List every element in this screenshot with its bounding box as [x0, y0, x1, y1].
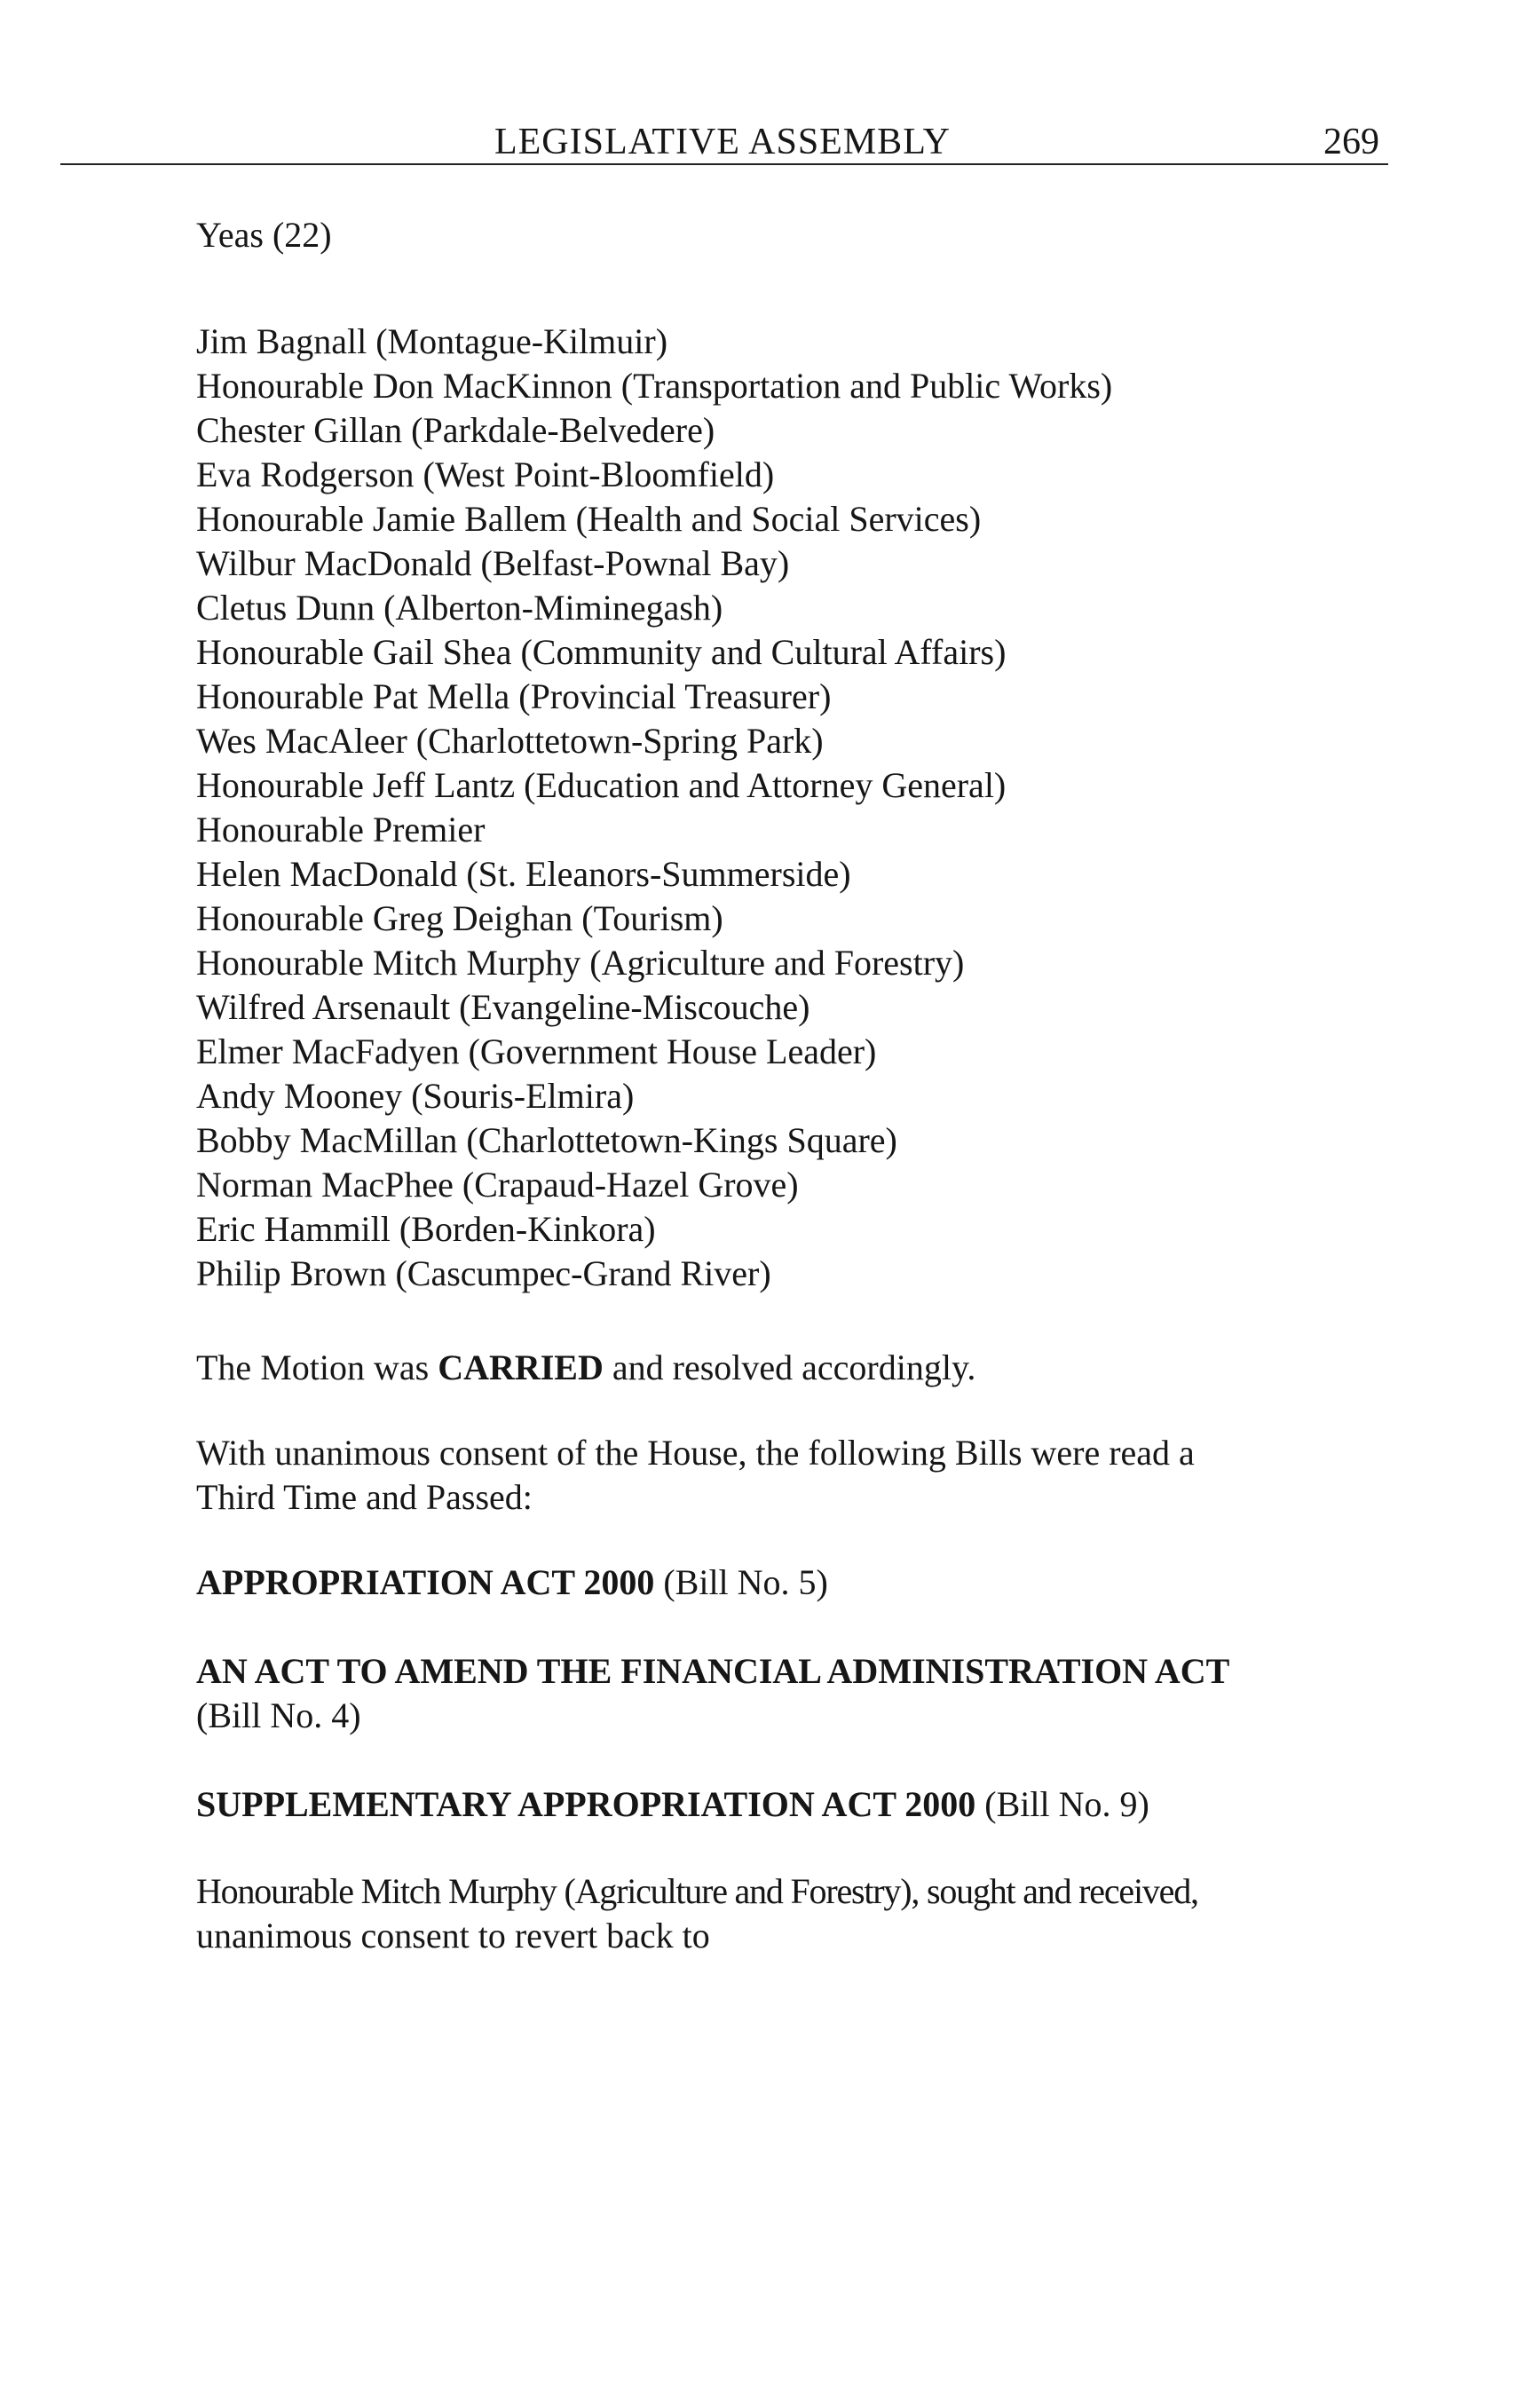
motion-text-after: and resolved accordingly. [603, 1347, 976, 1387]
consent-line-1: With unanimous consent of the House, the following Bills were read a [196, 1433, 1195, 1473]
running-title: LEGISLATIVE ASSEMBLY [494, 122, 951, 162]
page-number: 269 [1323, 122, 1379, 162]
bill-number: (Bill No. 9) [984, 1784, 1149, 1824]
yeas-heading: Yeas (22) [196, 215, 332, 255]
list-item: Honourable Jamie Ballem (Health and Social Services) [196, 499, 982, 539]
motion-text-before: The Motion was [196, 1347, 438, 1387]
bill-entry [196, 1560, 1384, 1605]
list-item: Wes MacAleer (Charlottetown-Spring Park) [196, 721, 824, 761]
revert-statement [196, 1869, 1384, 1958]
bill-title: AN ACT TO AMEND THE FINANCIAL ADMINISTRATION ACT [196, 1651, 1230, 1691]
list-item: Philip Brown (Cascumpec-Grand River) [196, 1253, 771, 1293]
third-reading-statement [196, 1431, 1384, 1520]
yeas-member-list [196, 320, 1384, 1296]
list-item: Honourable Jeff Lantz (Education and Attorney General) [196, 765, 1007, 805]
page-header [60, 114, 1385, 167]
header-divider [60, 163, 1388, 165]
list-item: Eva Rodgerson (West Point-Bloomfield) [196, 454, 775, 494]
list-item: Jim Bagnall (Montague-Kilmuir) [196, 321, 668, 361]
bill-entry [196, 1782, 1384, 1827]
list-item: Honourable Greg Deighan (Tourism) [196, 898, 723, 938]
bill-number: (Bill No. 5) [663, 1562, 828, 1602]
list-item: Wilbur MacDonald (Belfast-Pownal Bay) [196, 543, 790, 583]
bill-title: APPROPRIATION ACT 2000 [196, 1562, 655, 1602]
list-item: Honourable Mitch Murphy (Agriculture and Forestry) [196, 943, 965, 983]
revert-line-2: unanimous consent to revert back to [196, 1916, 710, 1955]
list-item: Elmer MacFadyen (Government House Leader) [196, 1031, 877, 1071]
bill-title: SUPPLEMENTARY APPROPRIATION ACT 2000 [196, 1784, 976, 1824]
list-item: Bobby MacMillan (Charlottetown-Kings Square) [196, 1120, 897, 1160]
list-item: Honourable Premier [196, 810, 486, 849]
motion-carried: CARRIED [438, 1347, 604, 1387]
bill-entry [196, 1649, 1384, 1738]
list-item: Honourable Gail Shea (Community and Cultural Affairs) [196, 632, 1007, 672]
list-item: Norman MacPhee (Crapaud-Hazel Grove) [196, 1165, 799, 1205]
page-body [196, 213, 1384, 1958]
motion-result [196, 1346, 1384, 1390]
revert-line-1: Honourable Mitch Murphy (Agriculture and Forestry), sought and received, [196, 1871, 1198, 1911]
consent-line-2: Third Time and Passed: [196, 1477, 533, 1517]
list-item: Helen MacDonald (St. Eleanors-Summerside) [196, 854, 851, 894]
list-item: Wilfred Arsenault (Evangeline-Miscouche) [196, 987, 810, 1027]
list-item: Eric Hammill (Borden-Kinkora) [196, 1209, 656, 1249]
list-item: Honourable Pat Mella (Provincial Treasurer) [196, 676, 832, 716]
list-item: Chester Gillan (Parkdale-Belvedere) [196, 410, 715, 450]
list-item: Andy Mooney (Souris-Elmira) [196, 1076, 635, 1116]
list-item: Honourable Don MacKinnon (Transportation and Public Works) [196, 366, 1113, 406]
bill-number: (Bill No. 4) [196, 1695, 361, 1735]
list-item: Cletus Dunn (Alberton-Miminegash) [196, 588, 723, 628]
